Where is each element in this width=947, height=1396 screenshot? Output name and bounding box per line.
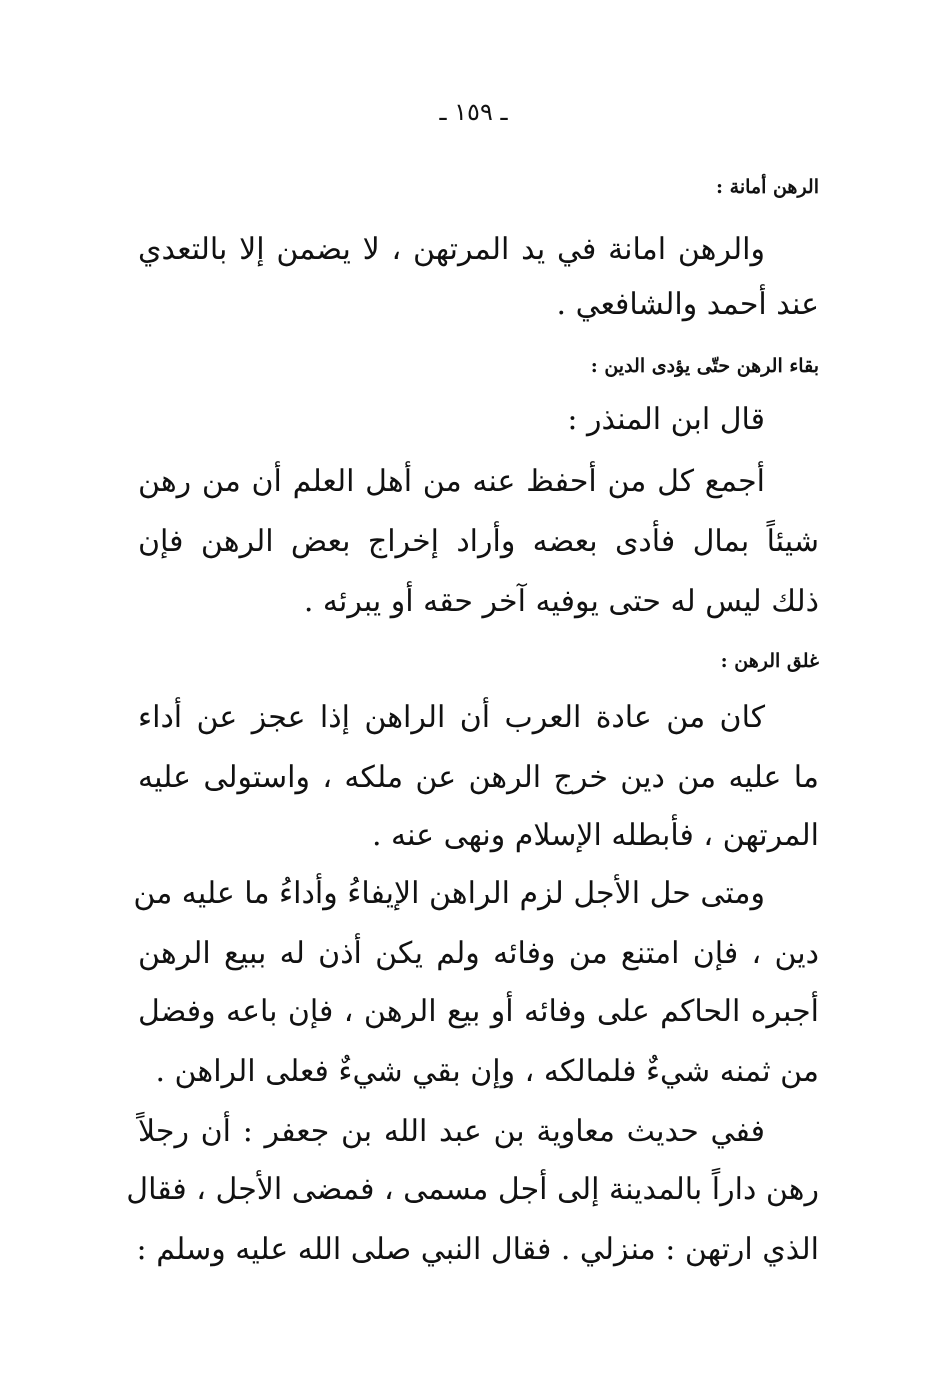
body-line: كان من عادة العرب أن الراهن إذا عجز عن أداء <box>138 700 765 735</box>
body-line: والرهن امانة في يد المرتهن ، لا يضمن إلا بالتعدي <box>138 232 765 267</box>
body-line: ما عليه من دين خرج الرهن عن ملكه ، واستولى عليه <box>138 760 819 795</box>
body-line: قال ابن المنذر : <box>567 402 765 437</box>
body-line: شيئاً بمال فأدى بعضه وأراد إخراج بعض الرهن فإن <box>138 524 819 559</box>
section-heading-amana: الرهن أمانة : <box>716 176 819 198</box>
page-number: ـ ١٥٩ ـ <box>439 98 508 126</box>
section-heading-baqa: بقاء الرهن حتّى يؤدى الدين : <box>590 355 819 377</box>
body-line: المرتهن ، فأبطله الإسلام ونهى عنه . <box>371 818 819 853</box>
body-line: من ثمنه شيءٌ فلمالكه ، وإن بقي شيءٌ فعلى الراهن . <box>155 1054 819 1089</box>
body-line: ففي حديث معاوية بن عبد الله بن جعفر : أن رجلاً <box>138 1114 765 1149</box>
body-line: رهن داراً بالمدينة إلى أجل مسمى ، فمضى الأجل ، فقال <box>126 1172 819 1207</box>
body-line: ومتى حل الأجل لزم الراهن الإيفاءُ وأداءُ ما عليه من <box>133 876 765 911</box>
body-line: عند أحمد والشافعي . <box>556 287 819 322</box>
body-line: أجبره الحاكم على وفائه أو بيع الرهن ، فإن باعه وفضل <box>138 994 819 1029</box>
body-line: دين ، فإن امتنع من وفائه ولم يكن أذن له ببيع الرهن <box>138 936 819 971</box>
body-line: أجمع كل من أحفظ عنه من أهل العلم أن من رهن <box>138 464 765 499</box>
body-line: ذلك ليس له حتى يوفيه آخر حقه أو يبرئه . <box>303 584 819 619</box>
section-heading-ghalaq: غلق الرهن : <box>720 650 819 672</box>
body-line: الذي ارتهن : منزلي . فقال النبي صلى الله عليه وسلم : <box>136 1232 819 1267</box>
